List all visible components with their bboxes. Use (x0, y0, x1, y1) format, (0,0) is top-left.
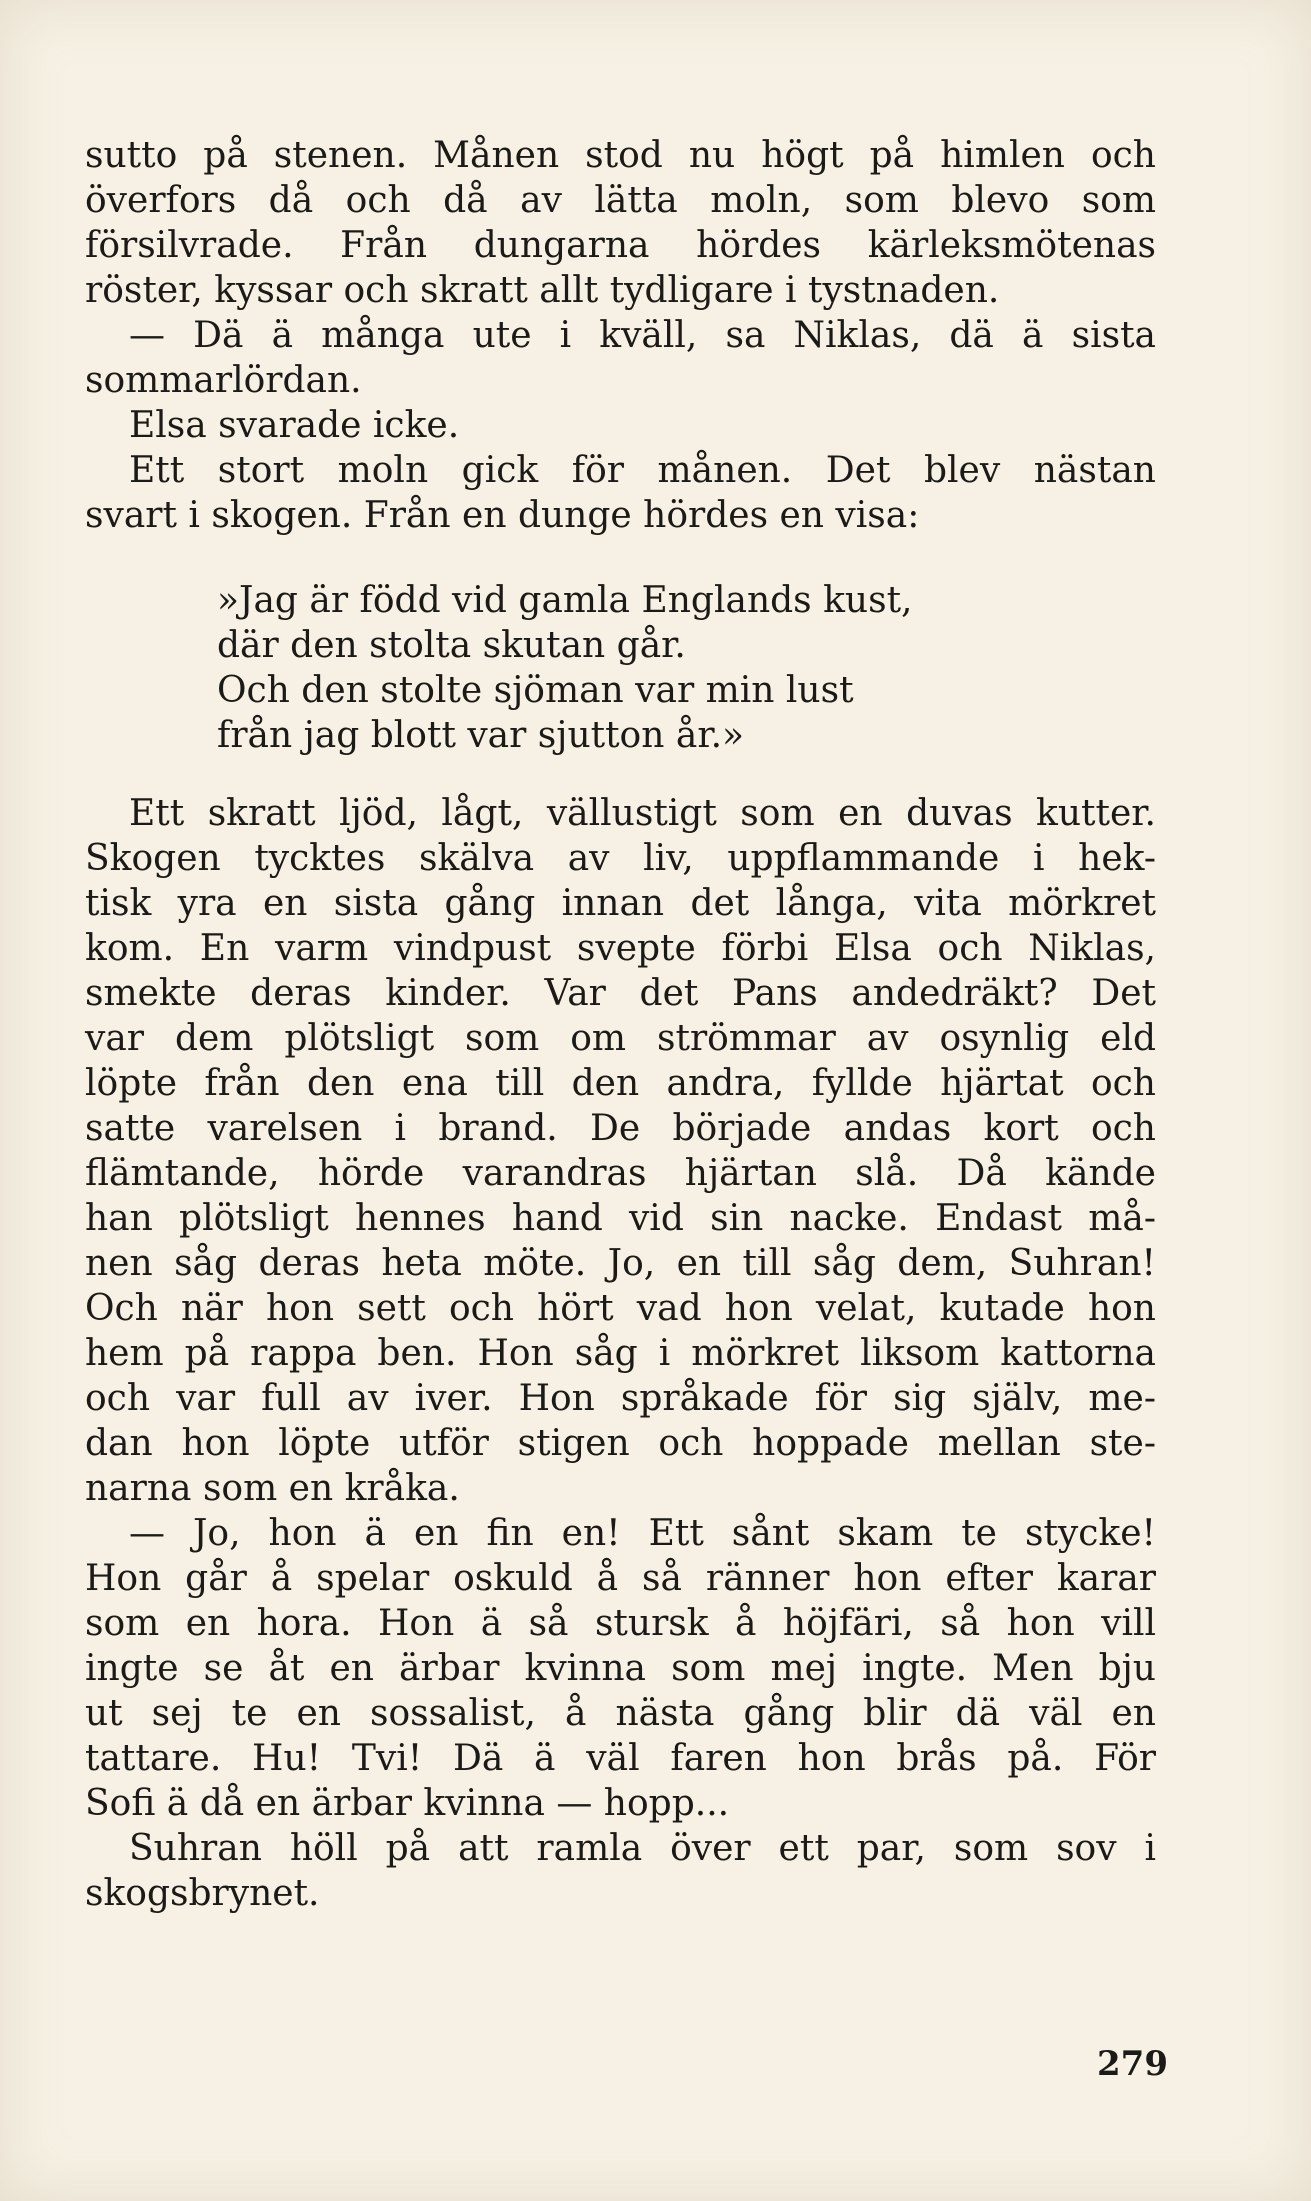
text-line: skogsbrynet. (85, 1873, 320, 1914)
verse-block (85, 578, 1156, 758)
text-line: Skogen tycktes skälva av liv, uppflammande i hek- (85, 838, 1156, 879)
verse-line: Och den stolte sjöman var min lust (217, 670, 854, 711)
text-line: ingte se åt en ärbar kvinna som mej ingte. Men bju (85, 1648, 1156, 1689)
text-line: nen såg deras heta möte. Jo, en till såg dem, Suhran! (85, 1243, 1156, 1284)
text-line: och var full av iver. Hon språkade för sig själv, me- (85, 1378, 1156, 1419)
text-line: Och när hon sett och hört vad hon velat, kutade hon (85, 1288, 1156, 1329)
text-line: sutto på stenen. Månen stod nu högt på himlen och (85, 135, 1156, 176)
text-line: Ett stort moln gick för månen. Det blev nästan (129, 450, 1156, 491)
text-line: Elsa svarade icke. (129, 405, 460, 446)
text-line: överfors då och då av lätta moln, som blevo som (85, 180, 1156, 221)
text-line: försilvrade. Från dungarna hördes kärleksmötenas (85, 225, 1156, 266)
verse-line: »Jag är född vid gamla Englands kust, (217, 580, 913, 621)
text-line: Suhran höll på att ramla över ett par, som sov i (129, 1828, 1156, 1869)
text-line: kom. En varm vindpust svepte förbi Elsa och Niklas, (85, 928, 1156, 969)
text-line: narna som en kråka. (85, 1468, 460, 1509)
page-number: 279 (1097, 2044, 1168, 2084)
text-line: dan hon löpte utför stigen och hoppade mellan ste- (85, 1423, 1156, 1464)
verse-line: där den stolta skutan går. (217, 625, 686, 666)
text-line: — Dä ä många ute i kväll, sa Niklas, dä ä sista (129, 315, 1156, 356)
text-line: Ett skratt ljöd, lågt, vällustigt som en duvas kutter. (129, 793, 1156, 834)
text-line: löpte från den ena till den andra, fyllde hjärtat och (85, 1063, 1156, 1104)
text-line: svart i skogen. Från en dunge hördes en visa: (85, 495, 920, 536)
text-line: Sofi ä då en ärbar kvinna — hopp... (85, 1783, 730, 1824)
verse-line: från jag blott var sjutton år.» (217, 715, 745, 756)
text-line: flämtande, hörde varandras hjärtan slå. Då kände (85, 1153, 1156, 1194)
text-line: tattare. Hu! Tvi! Dä ä väl faren hon brås på. För (85, 1738, 1156, 1779)
text-line: röster, kyssar och skratt allt tydligare i tystnaden. (85, 270, 1000, 311)
text-line: tisk yra en sista gång innan det långa, vita mörkret (85, 883, 1156, 924)
text-line: sommarlördan. (85, 360, 362, 401)
text-line: — Jo, hon ä en fin en! Ett sånt skam te stycke! (129, 1513, 1156, 1554)
text-line: Hon går å spelar oskuld å så ränner hon efter karar (85, 1558, 1156, 1599)
text-line: var dem plötsligt som om strömmar av osynlig eld (85, 1018, 1156, 1059)
text-line: smekte deras kinder. Var det Pans andedräkt? Det (85, 973, 1156, 1014)
text-line: som en hora. Hon ä så stursk å höjfäri, så hon vill (85, 1603, 1156, 1644)
text-line: hem på rappa ben. Hon såg i mörkret liksom kattorna (85, 1333, 1156, 1374)
text-line: satte varelsen i brand. De började andas kort och (85, 1108, 1156, 1149)
text-line: han plötsligt hennes hand vid sin nacke. Endast må- (85, 1198, 1156, 1239)
text-line: ut sej te en sossalist, å nästa gång blir dä väl en (85, 1693, 1156, 1734)
body-text (85, 133, 1156, 1916)
